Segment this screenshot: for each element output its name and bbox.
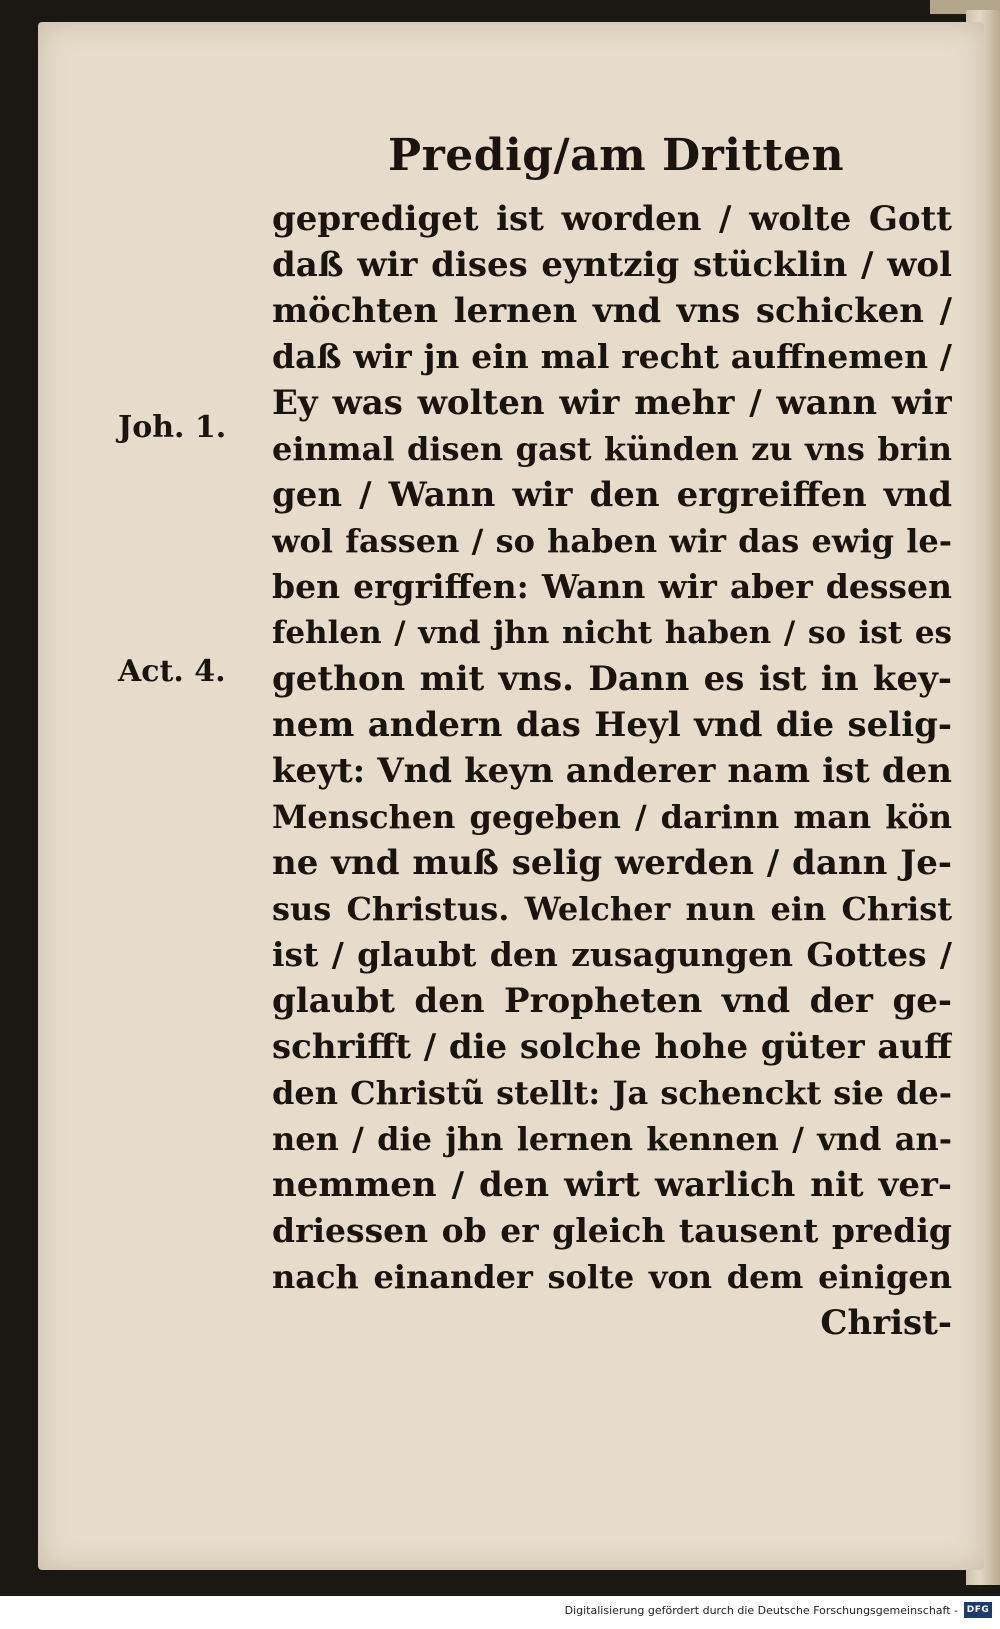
text-line: ben ergriffen: Wann wir aber dessen	[272, 567, 952, 606]
text-line: ist / glaubt den zusagungen Gottes /	[272, 935, 952, 974]
text-line: den Christũ stellt: Ja schenckt sie de-	[272, 1074, 952, 1112]
footer-credit: Digitalisierung gefördert durch die Deutsche Forschungsgemeinschaft -	[564, 1604, 958, 1617]
text-line: glaubt den Propheten vnd der ge-	[272, 981, 952, 1021]
text-line: wol fassen / so haben wir das ewig le-	[272, 522, 952, 560]
text-line: keyt: Vnd keyn anderer nam ist den	[272, 751, 952, 791]
text-line: driessen ob er gleich tausent predig	[272, 1211, 952, 1250]
text-line: Ey was wolten wir mehr / wann wir	[272, 383, 952, 423]
text-line: nen / die jhn lernen kennen / vnd an-	[272, 1120, 952, 1158]
text-line: daß wir jn ein mal recht auffnemen /	[272, 337, 952, 376]
catchword: Christ-	[820, 1303, 952, 1343]
body-text	[272, 196, 952, 1346]
text-line: nemmen / den wirt warlich nit ver-	[272, 1165, 952, 1205]
text-line: daß wir dises eyntzig stücklin / wol	[272, 245, 952, 285]
text-line: geprediget ist worden / wolte Gott	[272, 199, 952, 239]
text-line: einmal disen gast künden zu vns brin	[272, 430, 952, 468]
text-line: nach einander solte von dem einigen	[272, 1258, 952, 1296]
text-line: gethon mit vns. Dann es ist in key-	[272, 659, 952, 699]
text-line: ne vnd muß selig werden / dann Je-	[272, 843, 952, 883]
text-line: schrifft / die solche hohe güter auff	[272, 1027, 952, 1067]
text-line: gen / Wann wir den ergreiffen vnd	[272, 475, 952, 515]
margin-note-joh: Joh. 1.	[118, 410, 227, 445]
running-head: Predig/am Dritten	[388, 130, 845, 181]
text-line: möchten lernen vnd vns schicken /	[272, 291, 952, 331]
text-line: sus Christus. Welcher nun ein Christ	[272, 890, 952, 928]
text-line: Menschen gegeben / darinn man kön	[272, 798, 952, 836]
text-line: nem andern das Heyl vnd die selig-	[272, 705, 952, 745]
dfg-logo[interactable]: DFG	[964, 1602, 992, 1618]
digitization-footer	[0, 1596, 1000, 1629]
text-line: fehlen / vnd jhn nicht haben / so ist es	[272, 615, 952, 651]
margin-note-act: Act. 4.	[118, 654, 226, 689]
